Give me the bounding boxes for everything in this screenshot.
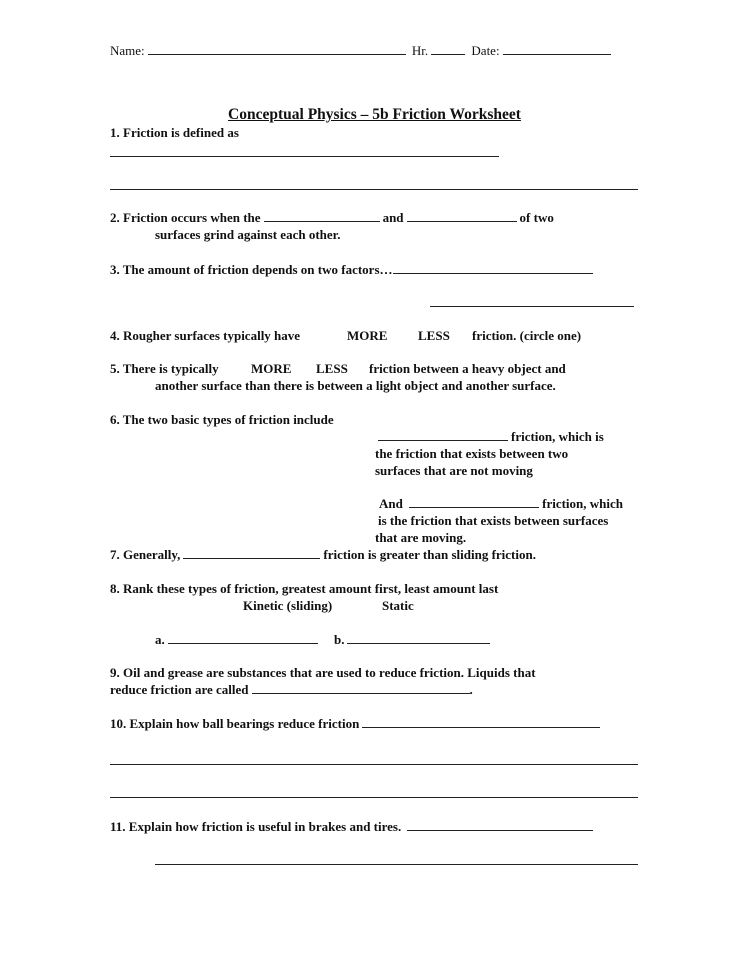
q11-text: 11. Explain how friction is useful in brakes and tires. bbox=[110, 819, 402, 834]
q4-text: 4. Rougher surfaces typically have bbox=[110, 328, 301, 343]
q10-answer-line-1[interactable] bbox=[110, 764, 638, 765]
q10-answer-line-2[interactable] bbox=[110, 797, 638, 798]
date-label: Date: bbox=[471, 43, 500, 58]
q6-l4: friction, which bbox=[542, 496, 623, 511]
q6-text: 6. The two basic types of friction include bbox=[110, 412, 334, 427]
q1-answer-line-1[interactable] bbox=[110, 156, 499, 157]
q6-blank-2[interactable] bbox=[409, 496, 539, 508]
q3-text: 3. The amount of friction depends on two factors… bbox=[110, 262, 393, 277]
header-fields bbox=[110, 43, 614, 58]
q2-text-c: of two bbox=[519, 210, 554, 225]
q6-line-1 bbox=[378, 429, 604, 444]
q5-text-a: 5. There is typically bbox=[110, 361, 219, 376]
q4-option-more[interactable]: MORE bbox=[347, 328, 388, 343]
q7-text-b: friction is greater than sliding friction. bbox=[323, 547, 536, 562]
name-label: Name: bbox=[110, 43, 145, 58]
page-title: Conceptual Physics – 5b Friction Worksheet bbox=[228, 106, 521, 123]
q7-text-a: 7. Generally, bbox=[110, 547, 181, 562]
q4-option-less[interactable]: LESS bbox=[418, 328, 450, 343]
hour-label: Hr. bbox=[411, 43, 429, 58]
q8-static: Static bbox=[382, 598, 414, 613]
q11-line bbox=[110, 819, 596, 834]
q7-line bbox=[110, 547, 536, 562]
q6-and: And bbox=[379, 496, 403, 511]
q6-l5: is the friction that exists between surfaces bbox=[378, 513, 609, 528]
q2-blank-2[interactable] bbox=[407, 210, 517, 222]
q6-l3: surfaces that are not moving bbox=[375, 463, 533, 478]
q5-option-more[interactable]: MORE bbox=[251, 361, 292, 376]
name-field[interactable] bbox=[148, 43, 406, 55]
q5-option-less[interactable]: LESS bbox=[316, 361, 348, 376]
q10-text: 10. Explain how ball bearings reduce friction bbox=[110, 716, 360, 731]
q3-blank-1[interactable] bbox=[393, 262, 593, 274]
q10-blank[interactable] bbox=[362, 716, 600, 728]
q11-blank[interactable] bbox=[407, 819, 593, 831]
q9-text-a: 9. Oil and grease are substances that are used to reduce friction. Liquids that bbox=[110, 665, 536, 680]
hour-field[interactable] bbox=[431, 43, 465, 55]
date-field[interactable] bbox=[503, 43, 611, 55]
q8-blank-b[interactable] bbox=[347, 632, 490, 644]
q6-l1: friction, which is bbox=[511, 429, 604, 444]
q8-b-label: b. bbox=[334, 632, 345, 647]
q9-period: . bbox=[469, 682, 473, 697]
q9-blank[interactable] bbox=[252, 682, 470, 694]
q9-line-2 bbox=[110, 682, 473, 697]
q3-blank-2[interactable] bbox=[430, 306, 634, 307]
q7-blank[interactable] bbox=[183, 547, 320, 559]
q2-text-b: and bbox=[382, 210, 404, 225]
q2-text-a: 2. Friction occurs when the bbox=[110, 210, 261, 225]
q8-answer-a bbox=[155, 632, 321, 647]
q8-kinetic: Kinetic (sliding) bbox=[243, 598, 333, 613]
q6-l6: that are moving. bbox=[375, 530, 467, 545]
q8-answer-b bbox=[334, 632, 493, 647]
q6-line-4 bbox=[379, 496, 623, 511]
q1-text: 1. Friction is defined as bbox=[110, 125, 239, 140]
q6-l2: the friction that exists between two bbox=[375, 446, 569, 461]
q6-blank-1[interactable] bbox=[378, 429, 508, 441]
q5-text-c: another surface than there is between a light object and another surface. bbox=[155, 378, 556, 393]
q2-blank-1[interactable] bbox=[264, 210, 380, 222]
q8-text: 8. Rank these types of friction, greatest amount first, least amount last bbox=[110, 581, 499, 596]
q2-continuation: surfaces grind against each other. bbox=[155, 227, 341, 242]
q4-end: friction. (circle one) bbox=[472, 328, 582, 343]
q8-a-label: a. bbox=[155, 632, 165, 647]
q1-answer-line-2[interactable] bbox=[110, 189, 638, 190]
q5-text-b: friction between a heavy object and bbox=[369, 361, 566, 376]
q11-answer-line[interactable] bbox=[155, 864, 638, 865]
q8-blank-a[interactable] bbox=[168, 632, 318, 644]
q2-line bbox=[110, 210, 554, 225]
q10-line bbox=[110, 716, 603, 731]
q9-text-b: reduce friction are called bbox=[110, 682, 249, 697]
q3-line bbox=[110, 262, 596, 277]
